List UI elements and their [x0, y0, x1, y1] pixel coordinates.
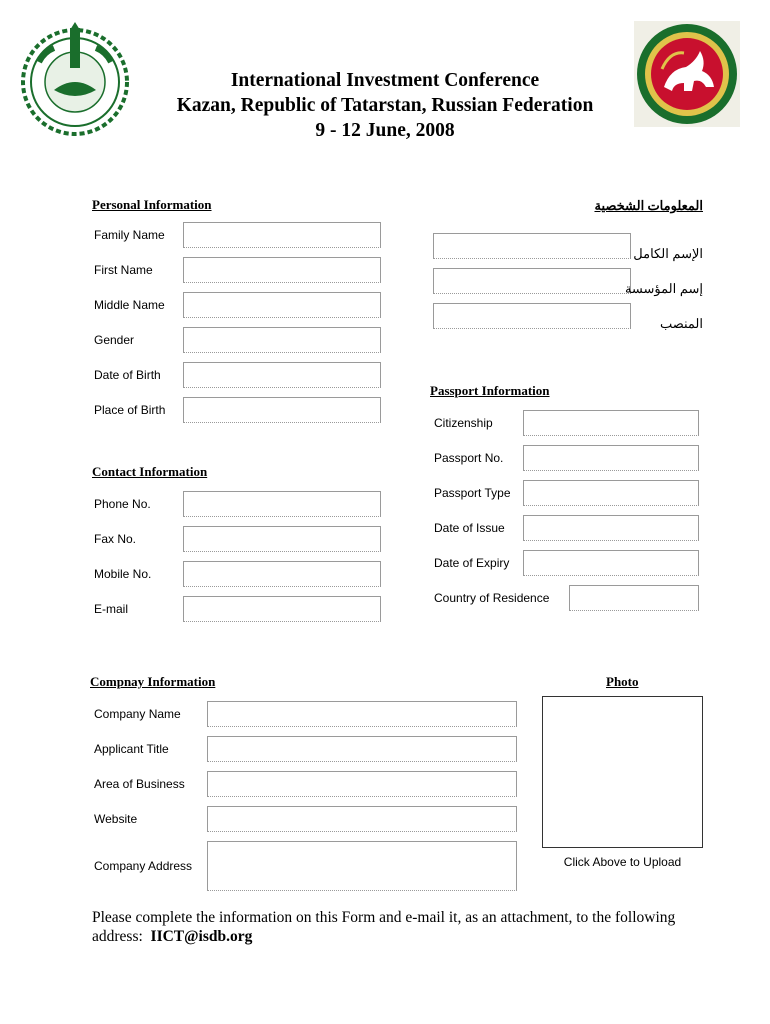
passport-info-heading: Passport Information [430, 383, 550, 398]
citizenship-field[interactable] [523, 410, 699, 436]
phone-no-label: Phone No. [94, 497, 151, 511]
middle-name-label: Middle Name [94, 298, 165, 312]
personal-info-heading-ar: المعلومات الشخصية [594, 198, 703, 213]
passport-no-label: Passport No. [434, 451, 504, 465]
fax-no-label: Fax No. [94, 532, 137, 546]
page-title-line1: International Investment Conference [230, 70, 540, 91]
position-ar-label: المنصب [659, 316, 703, 331]
company-address-field[interactable] [207, 841, 517, 891]
date-of-issue-label: Date of Issue [434, 521, 505, 535]
website-label: Website [94, 812, 138, 826]
footer-instructions [92, 908, 712, 946]
institution-ar-label: إسم المؤسسة [624, 281, 703, 296]
footer-address-prefix: address: [92, 928, 143, 945]
fax-no-field[interactable] [183, 526, 381, 552]
photo-upload-label: Click Above to Upload [563, 855, 682, 869]
country-of-residence-field[interactable] [569, 585, 699, 611]
email-field[interactable] [183, 596, 381, 622]
date-of-issue-field[interactable] [523, 515, 699, 541]
website-field[interactable] [207, 806, 517, 832]
gender-label: Gender [94, 333, 135, 347]
footer-text: Please complete the information on this Form and e-mail it, as an attachment, to the following [92, 909, 676, 926]
position-ar-field[interactable] [433, 303, 631, 329]
company-info-heading: Compnay Information [90, 674, 216, 689]
email-label: E-mail [94, 602, 129, 616]
date-of-birth-label: Date of Birth [94, 368, 161, 382]
company-address-label: Company Address [94, 859, 193, 873]
photo-upload-box[interactable] [542, 696, 703, 848]
date-of-expiry-field[interactable] [523, 550, 699, 576]
institution-ar-field[interactable] [433, 268, 631, 294]
full-name-ar-field[interactable] [433, 233, 631, 259]
personal-info-heading: Personal Information [92, 197, 212, 212]
area-of-business-field[interactable] [207, 771, 517, 797]
company-name-field[interactable] [207, 701, 517, 727]
photo-heading: Photo [606, 674, 639, 689]
date-of-expiry-label: Date of Expiry [434, 556, 510, 570]
full-name-ar-label: الإسم الكامل [633, 246, 703, 261]
family-name-field[interactable] [183, 222, 381, 248]
phone-no-field[interactable] [183, 491, 381, 517]
first-name-label: First Name [94, 263, 153, 277]
contact-info-heading: Contact Information [92, 464, 208, 479]
footer-email-link[interactable]: IICT@isdb.org [150, 928, 253, 945]
citizenship-label: Citizenship [434, 416, 493, 430]
middle-name-field[interactable] [183, 292, 381, 318]
company-name-label: Company Name [94, 707, 181, 721]
place-of-birth-label: Place of Birth [94, 403, 166, 417]
passport-type-field[interactable] [523, 480, 699, 506]
page-title-line3: 9 - 12 June, 2008 [315, 120, 455, 141]
mobile-no-label: Mobile No. [94, 567, 152, 581]
place-of-birth-field[interactable] [183, 397, 381, 423]
passport-no-field[interactable] [523, 445, 699, 471]
gender-field[interactable] [183, 327, 381, 353]
date-of-birth-field[interactable] [183, 362, 381, 388]
mobile-no-field[interactable] [183, 561, 381, 587]
first-name-field[interactable] [183, 257, 381, 283]
applicant-title-field[interactable] [207, 736, 517, 762]
family-name-label: Family Name [94, 228, 165, 242]
country-of-residence-label: Country of Residence [434, 591, 550, 605]
page-title-line2: Kazan, Republic of Tatarstan, Russian Federation [176, 95, 594, 116]
area-of-business-label: Area of Business [94, 777, 185, 791]
passport-type-label: Passport Type [434, 486, 511, 500]
applicant-title-label: Applicant Title [94, 742, 169, 756]
